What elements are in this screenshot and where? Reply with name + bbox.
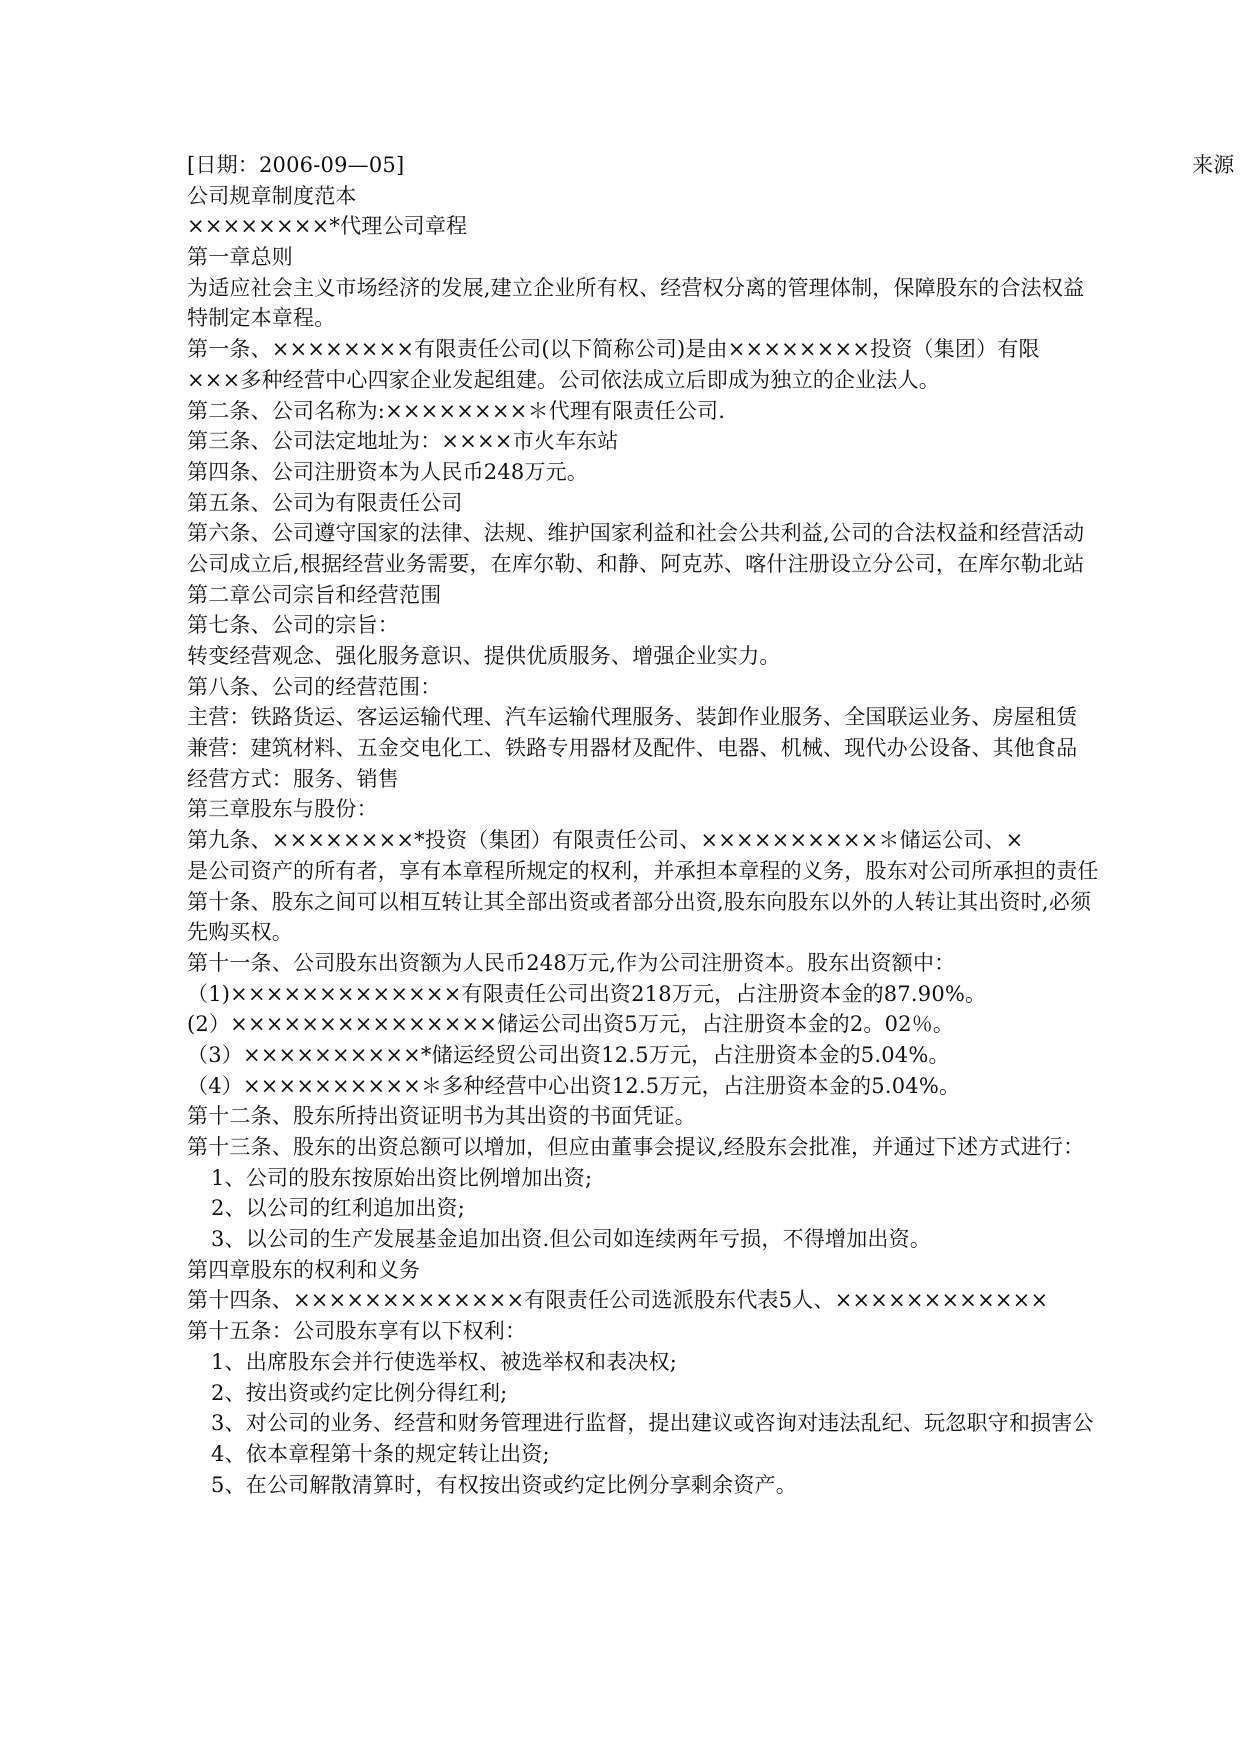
paragraph-line: 经营方式：服务、销售 [187,766,399,791]
article-line: 第七条、公司的宗旨： [187,613,399,638]
list-item: （4）××××××××××＊多种经营中心出资12.5万元，占注册资本金的5.04%。 [187,1073,961,1098]
paragraph-line: ×××多种经营中心四家企业发起组建。公司依法成立后即成为独立的企业法人。 [187,367,940,392]
article-line: 第四条、公司注册资本为人民币248万元。 [187,459,589,484]
document-title: 公司规章制度范本 [187,183,357,208]
paragraph-line: 为适应社会主义市场经济的发展,建立企业所有权、经营权分离的管理体制，保障股东的合法权益 [187,275,1085,300]
chapter-heading: 第三章股东与股份： [187,797,378,822]
list-item: 4、依本章程第十条的规定转让出资; [211,1441,550,1466]
article-line: 第五条、公司为有限责任公司 [187,490,463,515]
paragraph-line: 先购买权。 [187,920,293,945]
list-item: 1、公司的股东按原始出资比例增加出资; [211,1165,593,1190]
paragraph-line: 主营：铁路货运、客运运输代理、汽车运输代理服务、装卸作业服务、全国联运业务、房屋租赁 [187,705,1078,730]
list-item: 5、在公司解散清算时，有权按出资或约定比例分享剩余资产。 [211,1472,797,1497]
list-item: 3、对公司的业务、经营和财务管理进行监督，提出建议或咨询对违法乱纪、玩忽职守和损害公 [211,1411,1094,1436]
paragraph-line: 是公司资产的所有者，享有本章程所规定的权利，并承担本章程的义务，股东对公司所承担的责任 [187,858,1099,883]
article-line: 第一条、××××××××有限责任公司(以下简称公司)是由××××××××投资（集团）有限 [187,337,1040,362]
chapter-heading: 第一章总则 [187,245,293,270]
paragraph-line: 转变经营观念、强化服务意识、提供优质服务、增强企业实力。 [187,644,781,668]
chapter-heading: 第二章公司宗旨和经营范围 [187,582,442,607]
article-line: 第三条、公司法定地址为：××××市火车东站 [187,429,619,454]
chapter-heading: 第四章股东的权利和义务 [187,1257,421,1282]
list-item: （1)×××××××××××××有限责任公司出资218万元，占注册资本金的87.90%。 [187,981,987,1006]
document-source: 来源 [1192,153,1235,177]
document-date: [日期：2006-09—05] [187,153,405,177]
list-item: 3、以公司的生产发展基金追加出资.但公司如连续两年亏损，不得增加出资。 [211,1227,932,1252]
paragraph-line: 兼营：建筑材料、五金交电化工、铁路专用器材及配件、电器、机械、现代办公设备、其他食品 [187,736,1078,761]
document-body [187,150,1241,1500]
article-line: 第六条、公司遵守国家的法律、法规、维护国家利益和社会公共利益,公司的合法权益和经营活动 [187,521,1085,546]
article-line: 第二条、公司名称为:××××××××＊代理有限责任公司. [187,398,726,423]
article-line: 第十五条：公司股东享有以下权利： [187,1319,527,1344]
article-line: 第十二条、股东所持出资证明书为其出资的书面凭证。 [187,1104,696,1129]
article-line: 第十三条、股东的出资总额可以增加，但应由董事会提议,经股东会批准，并通过下述方式进行： [187,1135,1085,1159]
list-item: 1、出席股东会并行使选举权、被选举权和表决权; [211,1349,678,1374]
article-line: 第十一条、公司股东出资额为人民币248万元,作为公司注册资本。股东出资额中： [187,950,956,975]
list-item: （3）××××××××××*储运经贸公司出资12.5万元，占注册资本金的5.04%。 [187,1042,950,1067]
article-line: 第九条、××××××××*投资（集团）有限责任公司、××××××××××＊储运公司、× [187,828,1024,853]
date-source-header [187,150,1241,181]
list-item: (2）×××××××××××××××储运公司出资5万元，占注册资本金的2。02％。 [187,1012,955,1037]
article-line: 第十四条、×××××××××××××有限责任公司选派股东代表5人、×××××××××××× [187,1288,1049,1313]
paragraph-line: 特制定本章程。 [187,306,336,331]
charter-title: ××××××××*代理公司章程 [187,214,468,239]
list-item: 2、按出资或约定比例分得红利; [211,1380,508,1405]
list-item: 2、以公司的红利追加出资; [211,1196,466,1221]
paragraph-line: 公司成立后,根据经营业务需要，在库尔勒、和静、阿克苏、喀什注册设立分公司，在库尔勒北站 [187,551,1085,576]
article-line: 第十条、股东之间可以相互转让其全部出资或者部分出资,股东向股东以外的人转让其出资时,必须 [187,889,1092,914]
article-line: 第八条、公司的经营范围： [187,674,442,699]
